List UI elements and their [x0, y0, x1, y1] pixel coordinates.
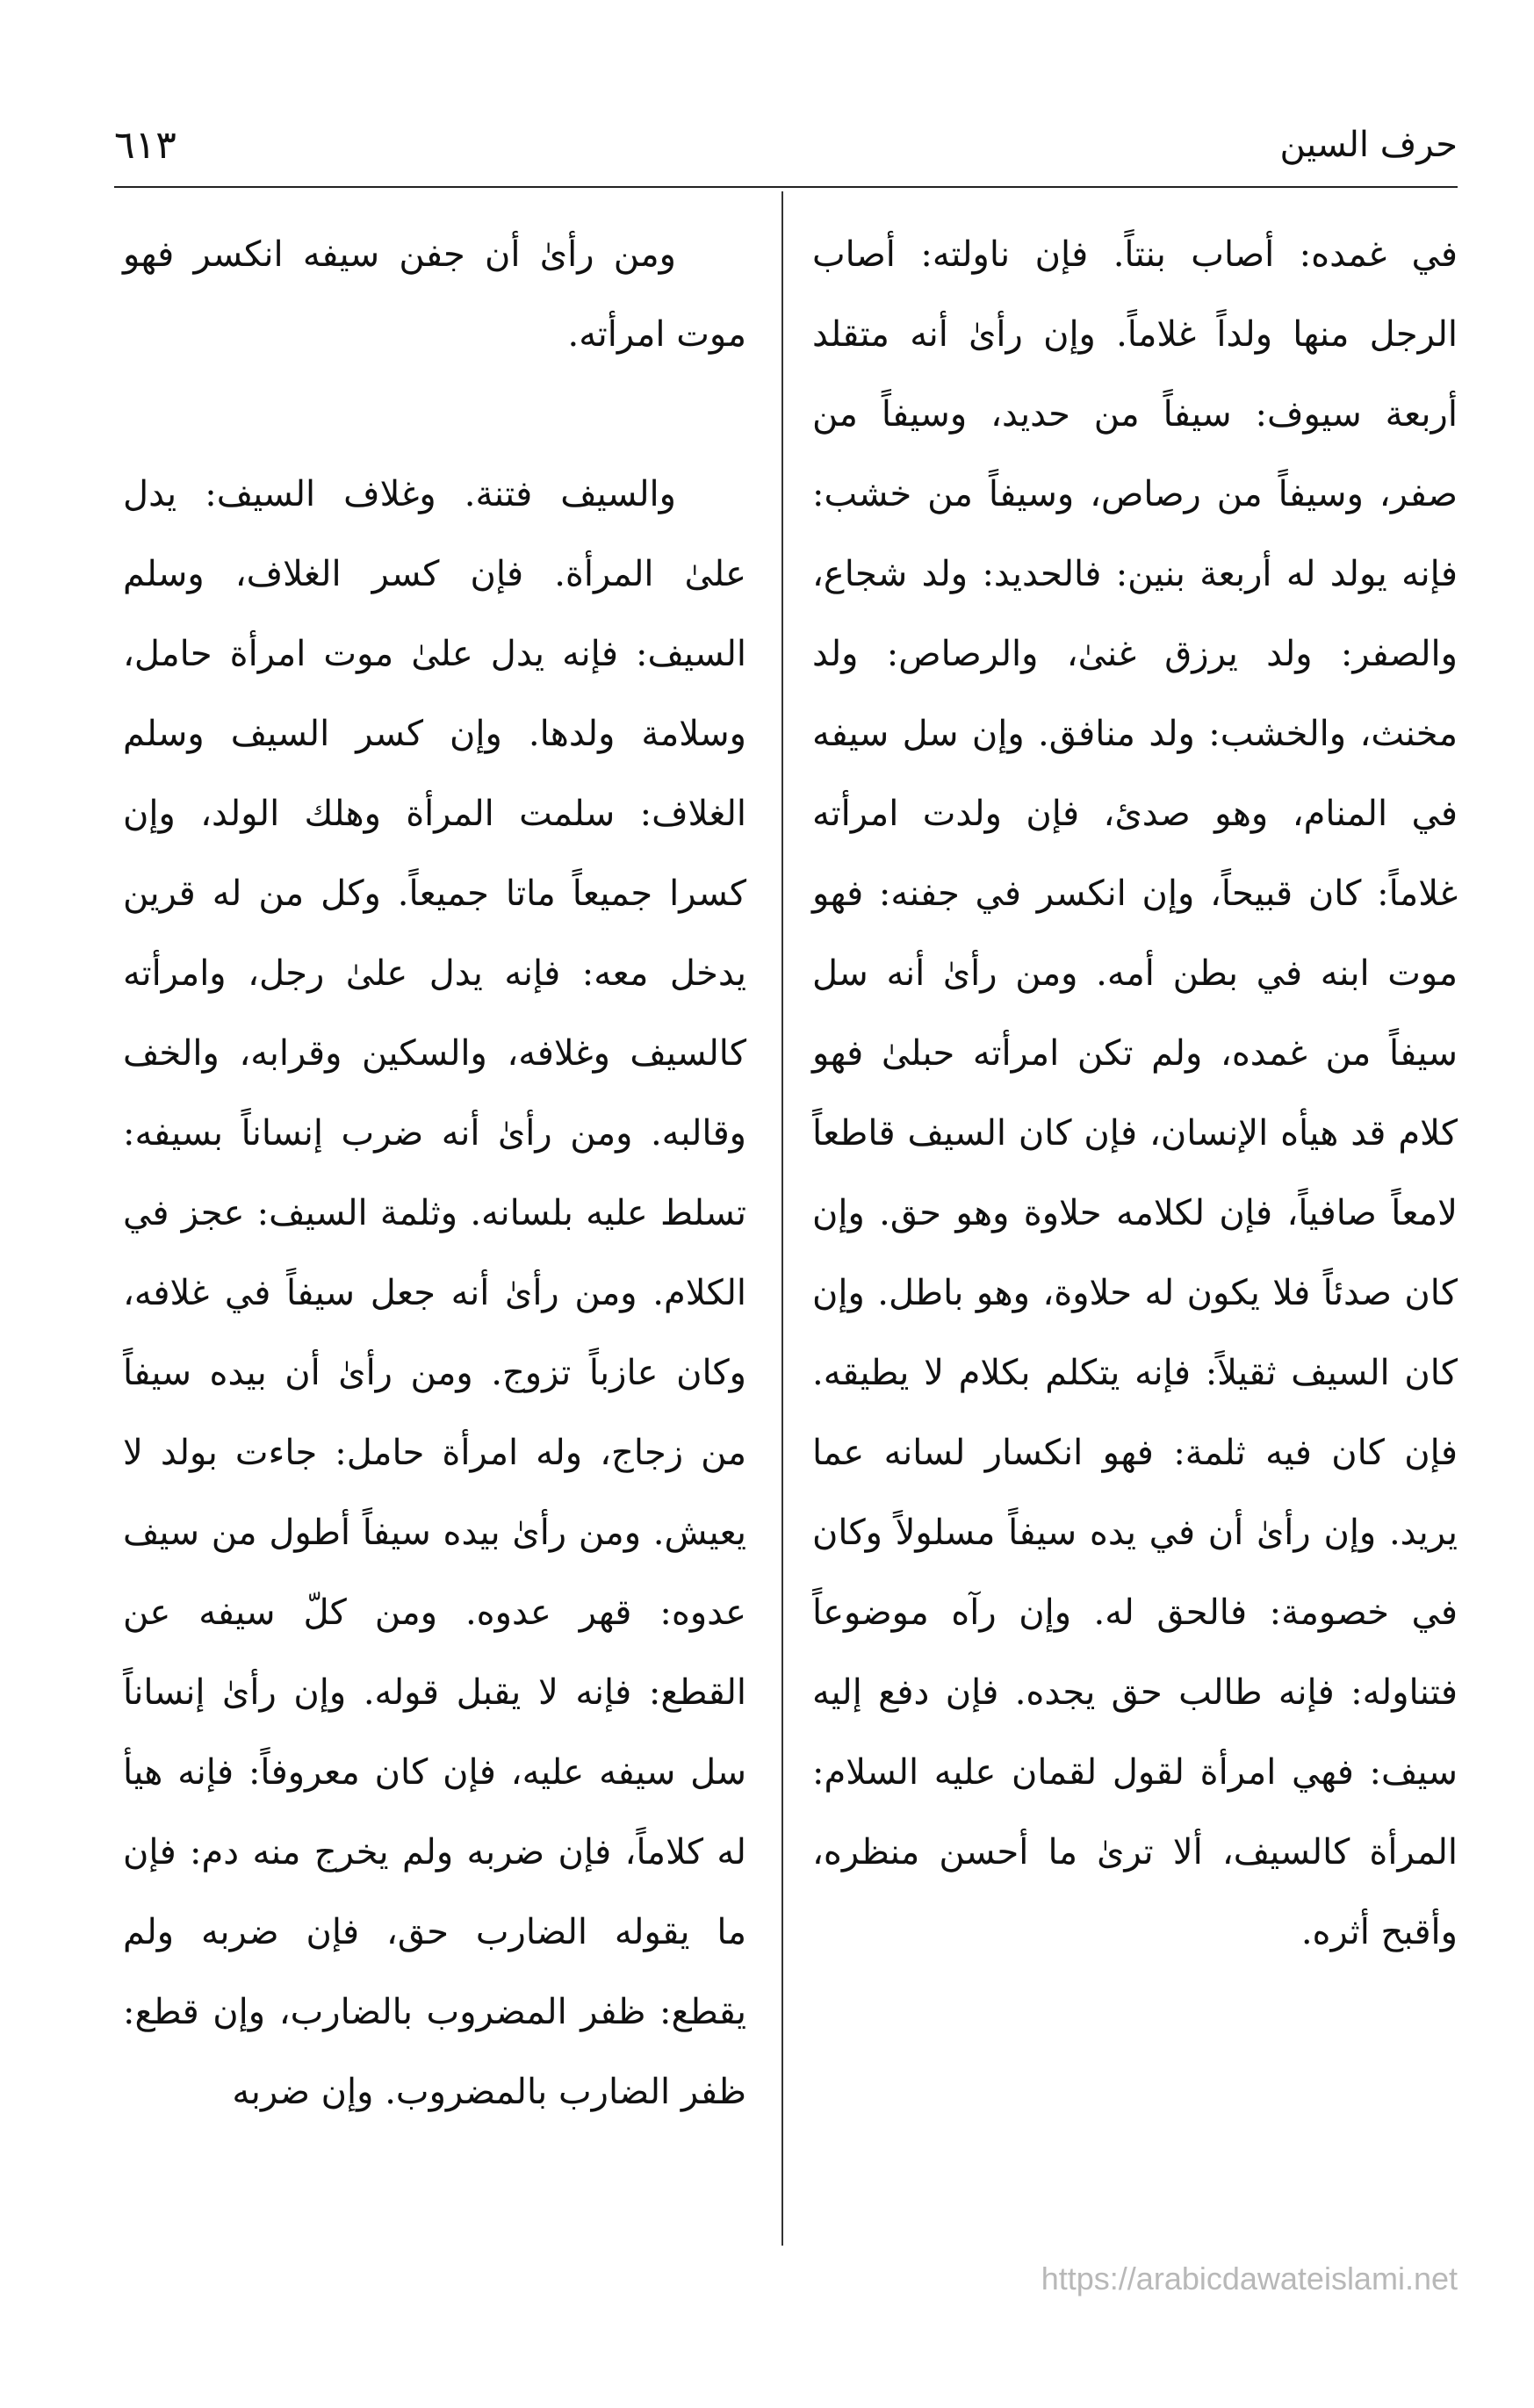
chapter-title: حرف السين	[1279, 125, 1458, 165]
left-paragraph-2: والسيف فتنة. وغلاف السيف: يدل علىٰ المرأة. فإن كسر الغلاف، وسلم السيف: فإنه يدل علىٰ موت امرأة حامل، وسلامة ولدها. وإن كسر السيف وسلم الغلاف: سلمت المرأة وهلك الولد، وإن كسرا جميعاً ماتا جميعاً. وكل من له قرين يدخل معه: فإنه يدل علىٰ رجل، وامرأته كالسيف وغلافه، والسكين وقرابه، والخف وقالبه. ومن رأىٰ أنه ضرب إنساناً بسيفه: تسلط عليه بلسانه. وثلمة السيف: عجز في الكلام. ومن رأىٰ أنه جعل سيفاً في غلافه، وكان عازباً تزوج. ومن رأىٰ أن بيده سيفاً من زجاج، وله امرأة حامل: جاءت بولد لا يعيش. ومن رأىٰ بيده سيفاً أطول من سيف عدوه: قهر عدوه. ومن كلّ سيفه عن القطع: فإنه لا يقبل قوله. وإن رأىٰ إنساناً سل سيفه عليه، فإن كان معروفاً: فإنه هيأ له كلاماً، فإن ضربه ولم يخرج منه دم: فإن ما يقوله الضارب حق، فإن ضربه ولم يقطع: ظفر المضروب بالضارب، وإن قطع: ظفر الضارب بالمضروب. وإن ضربه	[123, 474, 746, 2112]
right-column	[812, 215, 1458, 1973]
right-column-text: في غمده: أصاب بنتاً. فإن ناولته: أصاب الرجل منها ولداً غلاماً. وإن رأىٰ أنه متقلد أربعة سيوف: سيفاً من حديد، وسيفاً من صفر، وسيفاً من رصاص، وسيفاً من خشب: فإنه يولد له أربعة بنين: فالحديد: ولد شجاع، والصفر: ولد يرزق غنىٰ، والرصاص: ولد مخنث، والخشب: ولد منافق. وإن سل سيفه في المنام، وهو صدئ، فإن ولدت امرأته غلاماً: كان قبيحاً، وإن انكسر في جفنه: فهو موت ابنه في بطن أمه. ومن رأىٰ أنه سل سيفاً من غمده، ولم تكن امرأته حبلىٰ فهو كلام قد هيأه الإنسان، فإن كان السيف قاطعاً لامعاً صافياً، فإن لكلامه حلاوة وهو حق. وإن كان صدئاً فلا يكون له حلاوة، وهو باطل. وإن كان السيف ثقيلاً: فإنه يتكلم بكلام لا يطيقه. فإن كان فيه ثلمة: فهو انكسار لسانه عما يريد. وإن رأىٰ أن في يده سيفاً مسلولاً وكان في خصومة: فالحق له. وإن رآه موضوعاً فتناوله: فإنه طالب حق يجده. فإن دفع إليه سيف: فهي امرأة لقول لقمان عليه السلام: المرأة كالسيف، ألا ترىٰ ما أحسن منظره، وأقبح أثره.	[812, 234, 1458, 1952]
header-rule	[114, 186, 1458, 188]
column-divider	[781, 191, 783, 2246]
page-header	[114, 114, 1458, 176]
page-number: ٦١٣	[114, 122, 176, 168]
watermark: https://arabicdawateislami.net	[1041, 2261, 1458, 2297]
left-paragraph-1: ومن رأىٰ أن جفن سيفه انكسر فهو موت امرأته.	[123, 234, 746, 355]
paragraph-gap	[123, 375, 746, 455]
left-column	[123, 215, 746, 2132]
